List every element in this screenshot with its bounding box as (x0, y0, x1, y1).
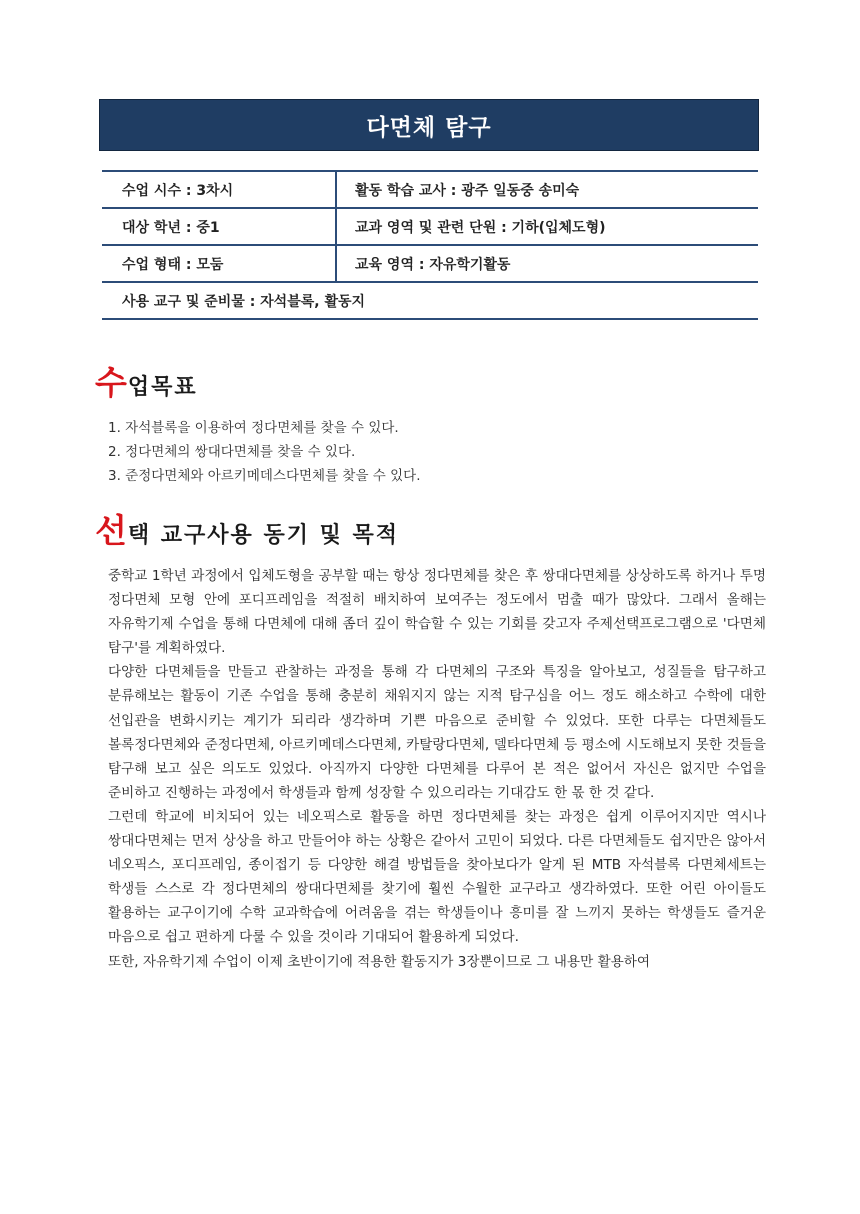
list-item: 1. 자석블록을 이용하여 정다면체를 찾을 수 있다. (108, 420, 399, 436)
paragraph: 중학교 1학년 과정에서 입체도형을 공부할 때는 항상 정다면체를 찾은 후 쌍대다면체를 상상하도록 하거나 투명 정다면체 모형 안에 포디프레임을 적절히 배치하여 보여주는 정도에서 멈출 때가 많았다. 그래서 올해는 자유학기제 수업을 통해 다면체에 대해 좀더 깊이 학습할 수 있는 기회를 갖고자 주제선택프로그램으로 '다면체 탐구'를 계획하였다. (108, 568, 766, 657)
motive-heading (95, 511, 400, 550)
list-item: 2. 정다면체의 쌍대다면체를 찾을 수 있다. (108, 444, 356, 460)
title-banner (99, 99, 759, 151)
motive-heading-initial: 선 (95, 511, 127, 550)
subject-unit-cell: 교과 영역 및 관련 단원 : 기하(입체도형) (336, 208, 758, 245)
goals-list (108, 416, 421, 488)
lesson-hours-cell: 수업 시수 : 3차시 (102, 171, 336, 208)
page-title: 다면체 탐구 (366, 114, 492, 141)
motive-heading-text: 택 교구사용 동기 및 목적 (127, 523, 400, 548)
paragraph: 또한, 자유학기제 수업이 이제 초반이기에 적용한 활동지가 3장뿐이므로 그 내용만 활용하여 (108, 953, 651, 970)
class-type-cell: 수업 형태 : 모둠 (102, 245, 336, 282)
paragraph: 다양한 다면체들을 만들고 관찰하는 과정을 통해 각 다면체의 구조와 특징을 알아보고, 성질들을 탐구하고 분류해보는 활동이 기존 수업을 통해 충분히 채워지지 않는 지적 탐구심을 어느 정도 해소하고 수학에 대한 선입관을 변화시키는 계기가 되리라 생각하며 기쁜 마음으로 준비할 수 있었다. 또한 다루는 다면체들도 볼록정다면체와 준정다면체, 아르키메데스다면체, 카탈랑다면체, 델타다면체 등 평소에 시도해보지 못한 것들을 탐구해 보고 싶은 의도도 있었다. 아직까지 다양한 다면체를 다루어 본 적은 없어서 자신은 없지만 수업을 준비하고 진행하는 과정에서 학생들과 함께 성장할 수 있으리라는 기대감도 한 몫 한 것 같다. (108, 664, 766, 801)
materials-cell: 사용 교구 및 준비물 : 자석블록, 활동지 (102, 282, 758, 319)
education-area-cell: 교육 영역 : 자유학기활동 (336, 245, 758, 282)
teacher-cell: 활동 학습 교사 : 광주 일동중 송미숙 (336, 171, 758, 208)
paragraph: 그런데 학교에 비치되어 있는 네오픽스로 활동을 하면 정다면체를 찾는 과정은 쉽게 이루어지지만 역시나 쌍대다면체는 먼저 상상을 하고 만들어야 하는 상황은 같아서 고민이 되었다. 다른 다면체들도 쉽지만은 않아서 네오픽스, 포디프레임, 종이접기 등 다양한 해결 방법들을 찾아보다가 알게 된 MTB 자석블록 다면체세트는 학생들 스스로 각 정다면체의 쌍대다면체를 찾기에 훨씬 수월한 교구라고 생각하였다. 또한 어린 아이들도 활용하는 교구이기에 수학 교과학습에 어려움을 겪는 학생들이나 흥미를 잘 느끼지 못하는 학생들도 즐거운 마음으로 쉽고 편하게 다룰 수 있을 것이라 기대되어 활용하게 되었다. (108, 808, 766, 946)
goals-heading-text: 업목표 (127, 375, 198, 400)
lesson-info-table (102, 170, 758, 320)
info-row (102, 171, 758, 208)
goals-heading (95, 363, 198, 402)
info-row (102, 282, 758, 319)
info-row (102, 208, 758, 245)
goals-heading-initial: 수 (95, 363, 127, 402)
motive-body (108, 564, 766, 974)
info-row (102, 245, 758, 282)
list-item: 3. 준정다면체와 아르키메데스다면체를 찾을 수 있다. (108, 468, 421, 484)
target-grade-cell: 대상 학년 : 중1 (102, 208, 336, 245)
